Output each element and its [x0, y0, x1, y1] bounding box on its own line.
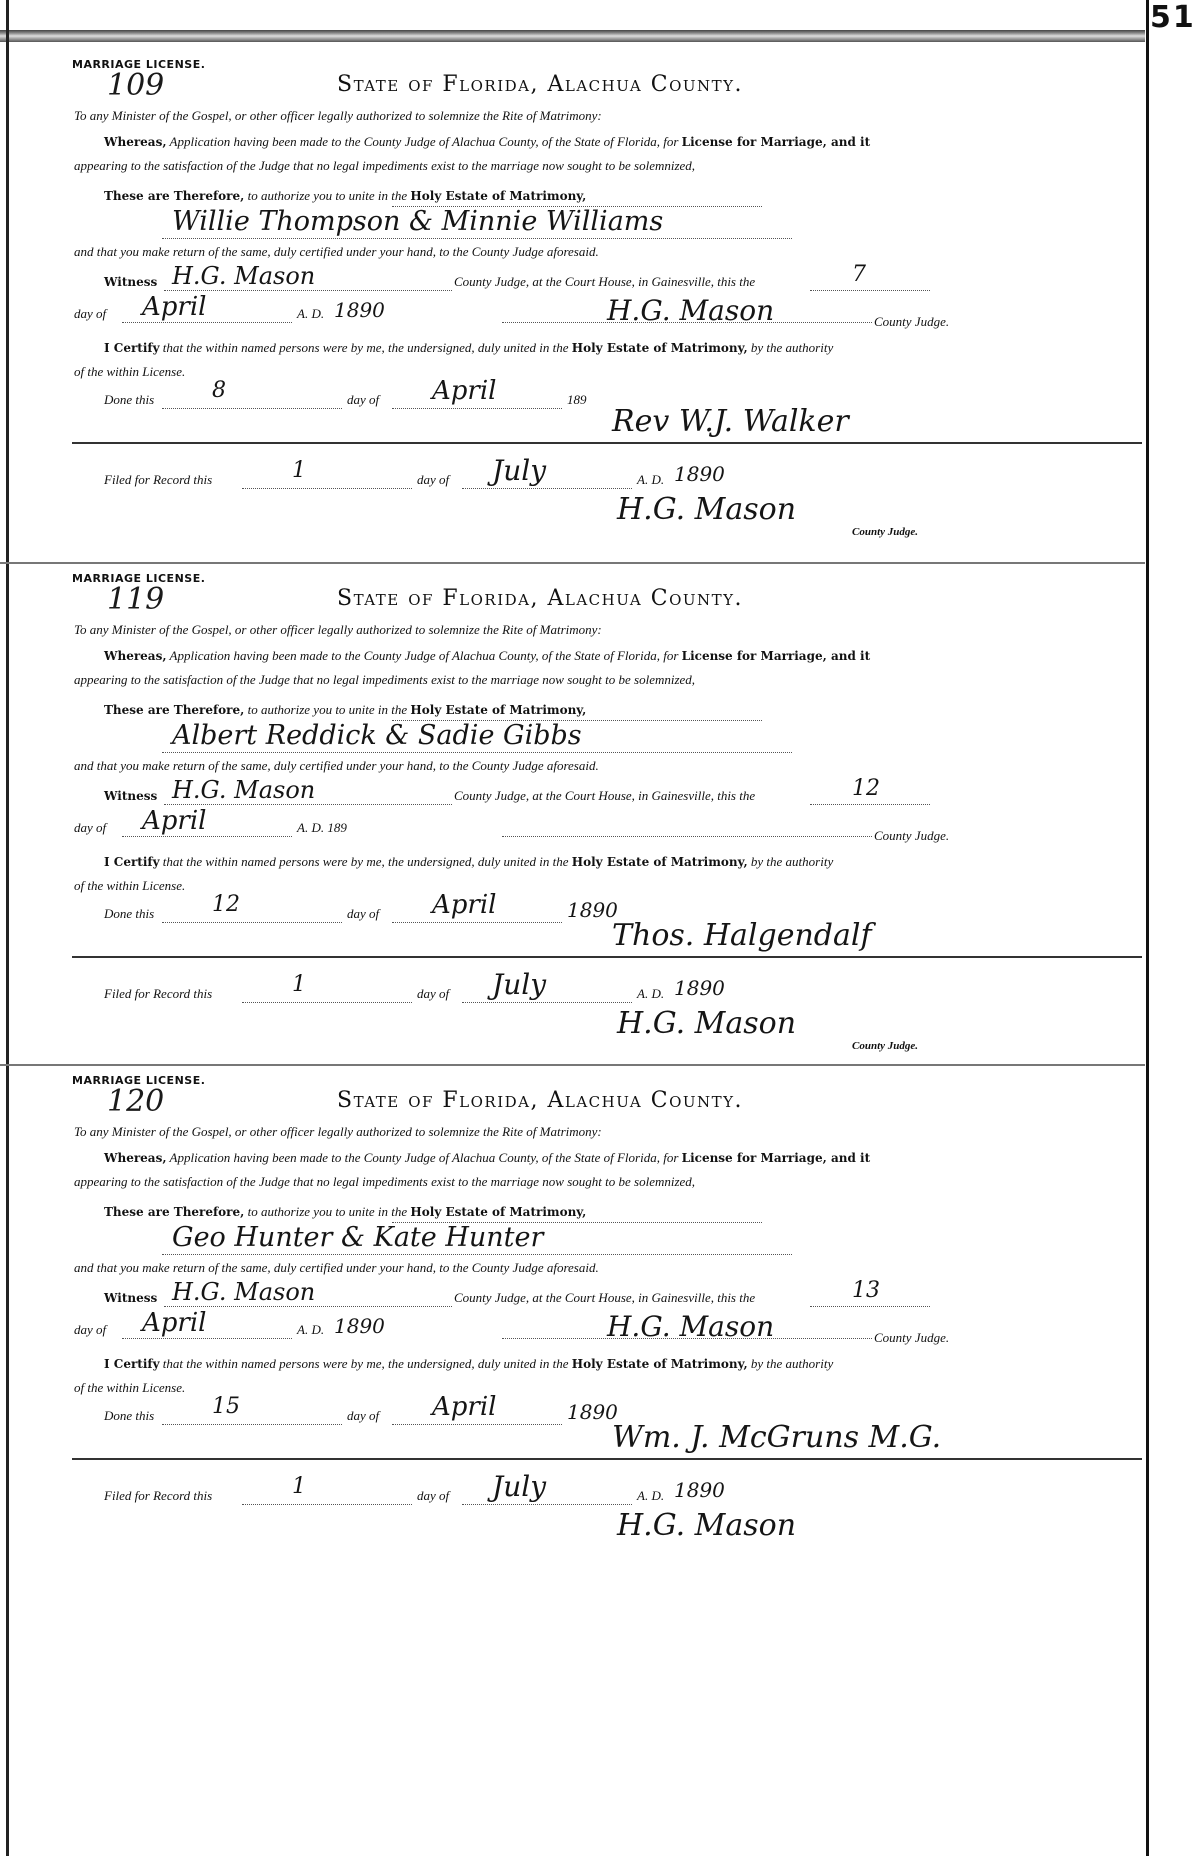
within-license: of the within License. — [74, 1380, 186, 1395]
holy-estate-2: Holy Estate of Matrimony, — [571, 1357, 748, 1371]
record-title: State of Florida, Alachua County. — [337, 586, 744, 611]
witness-word: Witness — [104, 1291, 158, 1305]
top-binding-edge — [0, 30, 1145, 42]
whereas-line — [104, 1150, 870, 1166]
officiant-signature: Rev W.J. Walker — [612, 404, 849, 439]
issued-day: 12 — [852, 776, 880, 801]
authorize-line — [104, 1204, 586, 1220]
holy-estate: Holy Estate of Matrimony, — [410, 703, 587, 717]
whereas-word: Whereas, — [104, 135, 167, 149]
witness-line — [104, 274, 157, 290]
filed-separator — [72, 442, 1142, 444]
day-of-label: day of — [74, 306, 107, 321]
license-phrase: License for Marriage, and it — [681, 135, 871, 149]
judge-signature: H.G. Mason — [607, 1310, 775, 1343]
filed-day: 1 — [292, 458, 306, 483]
done-this-label: Done this — [104, 1408, 155, 1423]
these-are-therefore: These are Therefore, — [104, 1205, 245, 1219]
certify-text-2: by the authority — [750, 1356, 834, 1371]
appearing-text: appearing to the satisfaction of the Judge that no legal impediments exist to the marriage now sought to be solemnized, — [74, 158, 696, 173]
done-year: 1890 — [567, 898, 618, 922]
filed-judge-signature: H.G. Mason — [617, 1006, 797, 1041]
filed-day-of-label: day of — [417, 986, 450, 1001]
record-title: State of Florida, Alachua County. — [337, 72, 744, 97]
filed-day-of-label: day of — [417, 472, 450, 487]
record-title: State of Florida, Alachua County. — [337, 1088, 744, 1113]
whereas-line — [104, 648, 870, 664]
day-of-label: day of — [74, 1322, 107, 1337]
whereas-text: Application having been made to the County Judge of Alachua County, of the State of Florida, for — [169, 648, 679, 663]
license-number: 109 — [107, 68, 165, 103]
done-month: April — [432, 376, 497, 406]
issued-month: April — [142, 292, 207, 322]
parties-names: Willie Thompson & Minnie Williams — [172, 206, 664, 237]
issued-month: April — [142, 806, 207, 836]
whereas-word: Whereas, — [104, 649, 167, 663]
done-day-of-label: day of — [347, 906, 380, 921]
filed-day: 1 — [292, 972, 306, 997]
done-year-prefix: 189 — [567, 392, 587, 407]
judge-court-text: County Judge, at the Court House, in Gainesville, this the — [454, 788, 756, 803]
judge-court-text: County Judge, at the Court House, in Gainesville, this the — [454, 274, 756, 289]
page-number: 51 — [1150, 0, 1196, 35]
filed-year: 1890 — [674, 462, 725, 486]
issued-day: 13 — [852, 1278, 880, 1303]
within-license: of the within License. — [74, 364, 186, 379]
filed-ad-label: A. D. — [637, 986, 665, 1001]
intro-text: To any Minister of the Gospel, or other officer legally authorized to solemnize the Rite of Matrimony: — [74, 108, 602, 123]
certify-text-2: by the authority — [750, 854, 834, 869]
county-judge-label: County Judge. — [874, 314, 950, 329]
certify-word: I Certify — [104, 1357, 160, 1371]
county-judge-label: County Judge. — [874, 828, 950, 843]
judge-court-text: County Judge, at the Court House, in Gainesville, this the — [454, 1290, 756, 1305]
certify-line — [104, 1356, 833, 1372]
intro-text: To any Minister of the Gospel, or other officer legally authorized to solemnize the Rite of Matrimony: — [74, 622, 602, 637]
done-month: April — [432, 1392, 497, 1422]
issued-day: 7 — [852, 262, 866, 287]
filed-year: 1890 — [674, 1478, 725, 1502]
certify-text: that the within named persons were by me, the undersigned, duly united in the — [162, 854, 569, 869]
holy-estate: Holy Estate of Matrimony, — [410, 1205, 587, 1219]
return-text: and that you make return of the same, duly certified under your hand, to the County Judge aforesaid. — [74, 758, 599, 773]
filed-separator — [72, 956, 1142, 958]
record-divider — [0, 1064, 1145, 1066]
issued-year: 1890 — [334, 1314, 385, 1338]
issued-year: 1890 — [334, 298, 385, 322]
filed-separator — [72, 1458, 1142, 1460]
whereas-text: Application having been made to the County Judge of Alachua County, of the State of Florida, for — [169, 134, 679, 149]
done-day-of-label: day of — [347, 392, 380, 407]
witness-line — [104, 788, 157, 804]
witness-signature: H.G. Mason — [172, 1278, 316, 1306]
authorize-text: to authorize you to unite in the — [247, 188, 408, 203]
witness-line — [104, 1290, 157, 1306]
officiant-signature: Wm. J. McGruns M.G. — [612, 1420, 942, 1455]
filed-county-judge-label: County Judge. — [852, 1040, 919, 1052]
county-judge-label: County Judge. — [874, 1330, 950, 1345]
return-text: and that you make return of the same, duly certified under your hand, to the County Judge aforesaid. — [74, 244, 599, 259]
witness-word: Witness — [104, 789, 158, 803]
filed-day: 1 — [292, 1474, 306, 1499]
filed-month: July — [492, 454, 547, 487]
intro-text: To any Minister of the Gospel, or other officer legally authorized to solemnize the Rite of Matrimony: — [74, 1124, 602, 1139]
ad-label: A. D. 189 — [297, 820, 347, 835]
ad-label: A. D. — [297, 306, 325, 321]
done-day: 8 — [212, 378, 226, 403]
certify-line — [104, 854, 833, 870]
done-month: April — [432, 890, 497, 920]
left-page-edge — [6, 0, 9, 1856]
license-phrase: License for Marriage, and it — [681, 649, 871, 663]
filed-ad-label: A. D. — [637, 1488, 665, 1503]
filed-for-record-label: Filed for Record this — [104, 472, 213, 487]
certify-text: that the within named persons were by me, the undersigned, duly united in the — [162, 1356, 569, 1371]
done-day: 12 — [212, 892, 240, 917]
judge-signature: H.G. Mason — [607, 294, 775, 327]
ad-label: A. D. — [297, 1322, 325, 1337]
whereas-line — [104, 134, 870, 150]
filed-county-judge-label: County Judge. — [852, 526, 919, 538]
filed-ad-label: A. D. — [637, 472, 665, 487]
appearing-text: appearing to the satisfaction of the Judge that no legal impediments exist to the marriage now sought to be solemnized, — [74, 1174, 696, 1189]
filed-for-record-label: Filed for Record this — [104, 1488, 213, 1503]
record-heading: MARRIAGE LICENSE. — [72, 572, 206, 585]
filed-judge-signature: H.G. Mason — [617, 1508, 797, 1543]
done-day: 15 — [212, 1394, 240, 1419]
license-number: 119 — [107, 582, 165, 617]
right-page-edge — [1146, 0, 1149, 1856]
witness-signature: H.G. Mason — [172, 776, 316, 804]
whereas-word: Whereas, — [104, 1151, 167, 1165]
witness-word: Witness — [104, 275, 158, 289]
these-are-therefore: These are Therefore, — [104, 189, 245, 203]
certify-text-2: by the authority — [750, 340, 834, 355]
filed-year: 1890 — [674, 976, 725, 1000]
appearing-text: appearing to the satisfaction of the Judge that no legal impediments exist to the marriage now sought to be solemnized, — [74, 672, 696, 687]
record-heading: MARRIAGE LICENSE. — [72, 58, 206, 71]
holy-estate-2: Holy Estate of Matrimony, — [571, 341, 748, 355]
holy-estate-2: Holy Estate of Matrimony, — [571, 855, 748, 869]
record-heading: MARRIAGE LICENSE. — [72, 1074, 206, 1087]
filed-month: July — [492, 1470, 547, 1503]
filed-month: July — [492, 968, 547, 1001]
return-text: and that you make return of the same, duly certified under your hand, to the County Judge aforesaid. — [74, 1260, 599, 1275]
certify-word: I Certify — [104, 341, 160, 355]
certify-line — [104, 340, 833, 356]
officiant-signature: Thos. Halgendalf — [612, 918, 872, 953]
witness-signature: H.G. Mason — [172, 262, 316, 290]
filed-day-of-label: day of — [417, 1488, 450, 1503]
authorize-line — [104, 188, 586, 204]
parties-names: Albert Reddick & Sadie Gibbs — [172, 720, 582, 751]
day-of-label: day of — [74, 820, 107, 835]
these-are-therefore: These are Therefore, — [104, 703, 245, 717]
license-number: 120 — [107, 1084, 165, 1119]
whereas-text: Application having been made to the County Judge of Alachua County, of the State of Florida, for — [169, 1150, 679, 1165]
authorize-line — [104, 702, 586, 718]
filed-judge-signature: H.G. Mason — [617, 492, 797, 527]
certify-text: that the within named persons were by me, the undersigned, duly united in the — [162, 340, 569, 355]
certify-word: I Certify — [104, 855, 160, 869]
license-phrase: License for Marriage, and it — [681, 1151, 871, 1165]
holy-estate: Holy Estate of Matrimony, — [410, 189, 587, 203]
issued-month: April — [142, 1308, 207, 1338]
record-divider — [0, 562, 1145, 564]
authorize-text: to authorize you to unite in the — [247, 702, 408, 717]
done-day-of-label: day of — [347, 1408, 380, 1423]
filed-for-record-label: Filed for Record this — [104, 986, 213, 1001]
done-this-label: Done this — [104, 392, 155, 407]
authorize-text: to authorize you to unite in the — [247, 1204, 408, 1219]
done-year: 1890 — [567, 1400, 618, 1424]
within-license: of the within License. — [74, 878, 186, 893]
parties-names: Geo Hunter & Kate Hunter — [172, 1222, 544, 1253]
done-this-label: Done this — [104, 906, 155, 921]
